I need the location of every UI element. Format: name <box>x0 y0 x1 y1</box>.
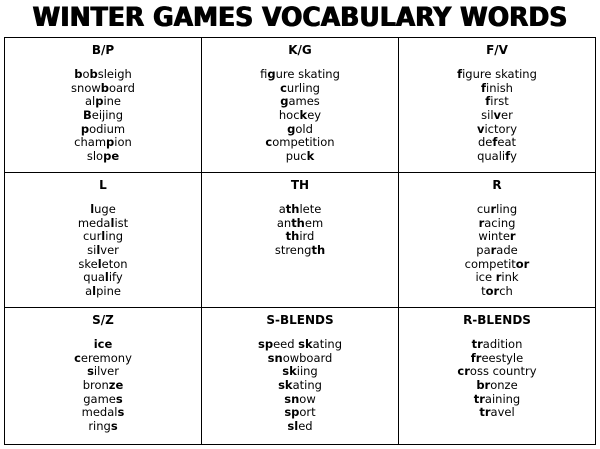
vocabulary-word: qualify <box>477 149 517 164</box>
vocabulary-word: anthem <box>276 215 324 230</box>
vocabulary-word: silver <box>87 364 119 379</box>
vocabulary-word: finish <box>481 80 513 95</box>
vocabulary-word: winter <box>478 229 516 244</box>
word-list <box>5 338 201 434</box>
vocabulary-word: freestyle <box>470 350 524 365</box>
vocabulary-word: alpine <box>84 94 122 109</box>
vocabulary-word: champion <box>74 135 132 150</box>
page-title: WINTER GAMES VOCABULARY WORDS <box>32 2 568 33</box>
vocabulary-word: cross country <box>457 364 537 379</box>
sound-cell-b-p <box>5 38 202 173</box>
vocabulary-word: athlete <box>278 202 322 216</box>
word-list <box>202 203 398 258</box>
vocabulary-word: curling <box>82 229 124 244</box>
vocabulary-word: slope <box>86 149 120 164</box>
vocabulary-word: silver <box>481 108 513 123</box>
vocabulary-word: ice <box>93 337 113 351</box>
vocabulary-grid <box>4 37 596 445</box>
vocabulary-word: bronze <box>82 378 124 393</box>
word-list <box>202 68 398 164</box>
vocabulary-word: curling <box>476 202 518 216</box>
vocabulary-word: snow <box>284 391 316 406</box>
word-list <box>399 338 595 420</box>
vocabulary-word: games <box>280 94 320 109</box>
vocabulary-word: gold <box>287 121 313 136</box>
sound-cell-r <box>399 173 595 308</box>
vocabulary-word: ice rink <box>475 270 519 285</box>
vocabulary-word: rings <box>88 419 118 434</box>
vocabulary-word: competition <box>265 135 335 150</box>
sound-heading: K/G <box>288 43 312 57</box>
vocabulary-word: skeleton <box>78 256 128 271</box>
word-list <box>399 203 595 299</box>
vocabulary-word: silver <box>87 243 119 258</box>
sound-heading: L <box>99 178 107 192</box>
sound-heading: S-BLENDS <box>266 313 334 327</box>
vocabulary-word: puck <box>285 149 315 164</box>
vocabulary-word: tradition <box>471 337 523 351</box>
sound-cell-th <box>202 173 399 308</box>
vocabulary-word: first <box>485 94 509 109</box>
vocabulary-word: alpine <box>85 284 121 299</box>
vocabulary-word: hockey <box>278 108 322 123</box>
vocabulary-word: competitor <box>464 256 530 271</box>
vocabulary-word: sport <box>284 405 316 420</box>
vocabulary-word: ceremony <box>74 350 132 365</box>
vocabulary-word: snowboard <box>71 80 135 95</box>
vocabulary-word: victory <box>476 121 518 136</box>
vocabulary-word: skating <box>278 378 322 393</box>
vocabulary-word: medals <box>81 405 125 420</box>
vocabulary-word: racing <box>478 215 516 230</box>
vocabulary-word: games <box>83 391 123 406</box>
vocabulary-word: podium <box>80 121 126 136</box>
vocabulary-word: defeat <box>477 135 517 150</box>
word-list <box>5 203 201 299</box>
vocabulary-word: qualify <box>83 270 123 285</box>
word-list <box>399 68 595 164</box>
vocabulary-word: figure skating <box>260 67 340 81</box>
vocabulary-word: speed skating <box>257 337 343 351</box>
sound-heading: R <box>492 178 502 192</box>
vocabulary-word: medalist <box>77 215 129 230</box>
sound-heading: F/V <box>486 43 508 57</box>
vocabulary-word: sled <box>287 419 313 434</box>
vocabulary-word: skiing <box>282 364 318 379</box>
sound-cell-f-v <box>399 38 595 173</box>
word-list <box>202 338 398 434</box>
sound-cell-k-g <box>202 38 399 173</box>
sound-heading: TH <box>290 178 310 192</box>
vocabulary-word: third <box>285 229 315 244</box>
sound-cell-s-blends <box>202 308 399 444</box>
vocabulary-word: Beijing <box>82 108 123 123</box>
vocabulary-word: snowboard <box>267 350 333 365</box>
word-list <box>5 68 201 164</box>
vocabulary-word: parade <box>476 243 518 258</box>
vocabulary-word: torch <box>481 284 513 299</box>
sound-cell-r-blends <box>399 308 595 444</box>
sound-heading: R-BLENDS <box>463 313 531 327</box>
sound-heading: B/P <box>91 43 115 57</box>
vocabulary-word: figure skating <box>457 67 537 81</box>
sound-cell-s-z <box>5 308 202 444</box>
vocabulary-word: strength <box>274 243 326 258</box>
sound-cell-l <box>5 173 202 308</box>
vocabulary-word: bronze <box>476 378 518 393</box>
vocabulary-word: luge <box>90 202 116 216</box>
vocabulary-word: training <box>473 391 521 406</box>
vocabulary-word: curling <box>280 80 320 95</box>
sound-heading: S/Z <box>92 313 114 327</box>
vocabulary-word: travel <box>479 405 515 420</box>
vocabulary-word: bobsleigh <box>74 67 132 81</box>
